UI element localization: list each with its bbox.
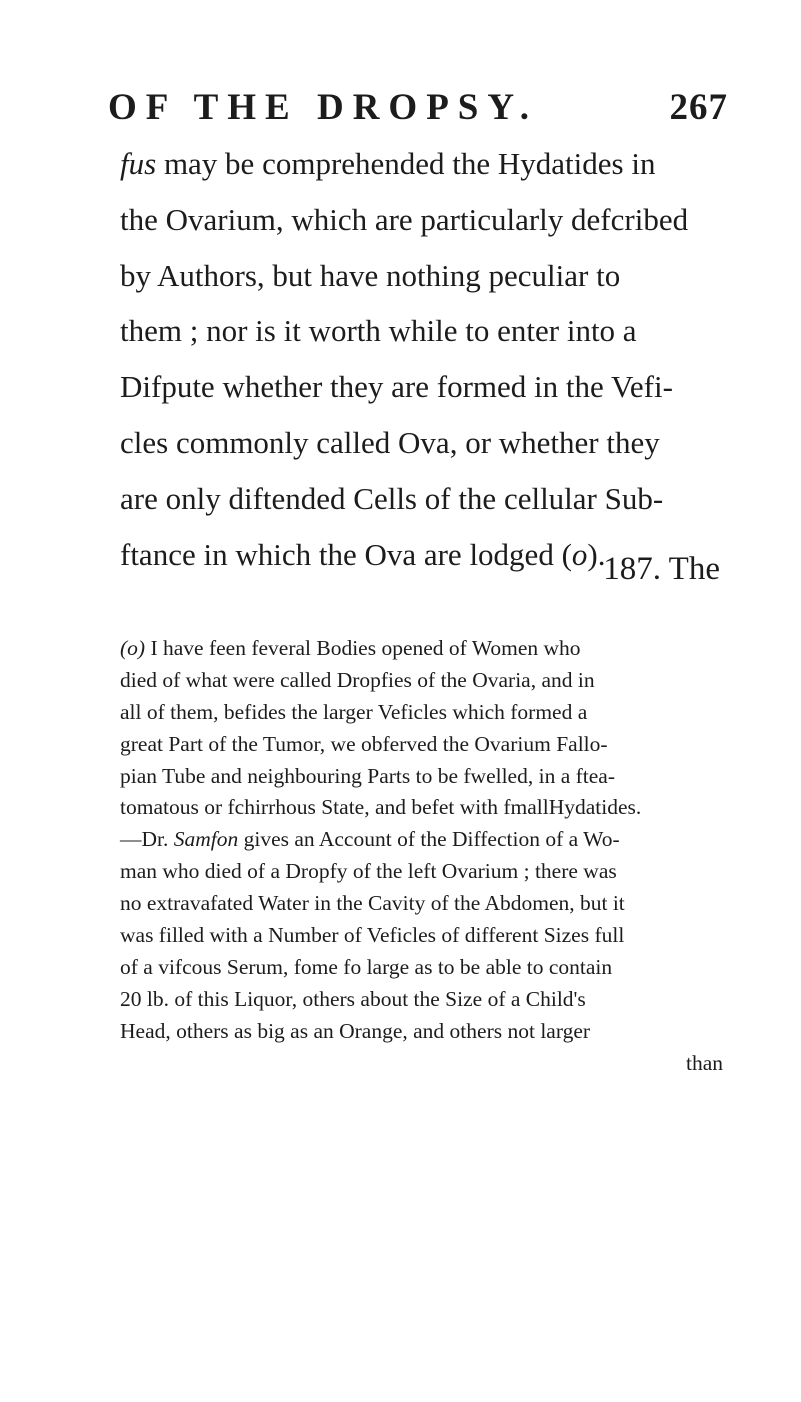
footnote-line: pian Tube and neighbouring Parts to be fwelled, in a ftea- <box>120 763 615 788</box>
author-name: Samfon <box>173 827 239 852</box>
footnote <box>120 633 723 1079</box>
text-line: the Ovarium, which are particularly defcribed <box>120 201 689 237</box>
catchword: than <box>685 1050 723 1075</box>
footnote-line: no extravafated Water in the Cavity of the Abdomen, but it <box>120 891 625 916</box>
text-line: Difpute whether they are formed in the Vefi- <box>120 369 673 405</box>
footnote-line: all of them, befides the larger Veficles which formed a <box>120 699 588 724</box>
line-text: may be comprehended the Hydatides in <box>156 146 656 181</box>
footnote-line <box>120 633 723 665</box>
text-line: are only diftended Cells of the cellular Sub- <box>120 480 664 516</box>
footnote-line: 20 lb. of this Liquor, others about the Size of a Child's <box>120 986 586 1011</box>
footnote-line: of a vifcous Serum, fome fo large as to be able to contain <box>120 954 613 979</box>
line-text: ftance in which the Ova are lodged ( <box>120 536 572 572</box>
footnote-line: Head, others as big as an Orange, and others not larger <box>120 1018 591 1043</box>
line-text: gives an Account of the Diffection of a Wo- <box>243 827 620 852</box>
footnote-line: tomatous or fchirrhous State, and befet with fmallHydatides. <box>120 795 642 820</box>
footnote-marker: (o) <box>120 636 146 660</box>
footnote-line <box>120 824 723 856</box>
footnote-line: died of what were called Dropfies of the Ovaria, and in <box>120 667 595 692</box>
footnote-line: great Part of the Tumor, we obferved the Ovarium Fallo- <box>120 731 608 756</box>
footnote-line: man who died of a Dropfy of the left Ovarium ; there was <box>120 859 617 884</box>
text-line <box>120 136 722 192</box>
text-line: cles commonly called Ova, or whether they <box>120 424 660 460</box>
line-text: I have feen feveral Bodies opened of Women who <box>150 636 581 660</box>
footnote-line: was filled with a Number of Veficles of different Sizes full <box>120 923 625 948</box>
line-text: ). <box>587 536 606 572</box>
running-head <box>108 86 728 136</box>
text-line: by Authors, but have nothing peculiar to <box>120 257 621 293</box>
running-title: OF THE DROPSY. <box>108 87 538 128</box>
text-line: them ; nor is it worth while to enter into a <box>120 313 637 349</box>
section-heading-catchword: 187. The <box>603 551 720 587</box>
line-text: —Dr. <box>120 827 169 852</box>
footnote-reference: o <box>571 536 588 572</box>
italic-word: fus <box>120 146 157 181</box>
main-paragraph <box>120 136 722 582</box>
page-number: 267 <box>669 87 728 128</box>
